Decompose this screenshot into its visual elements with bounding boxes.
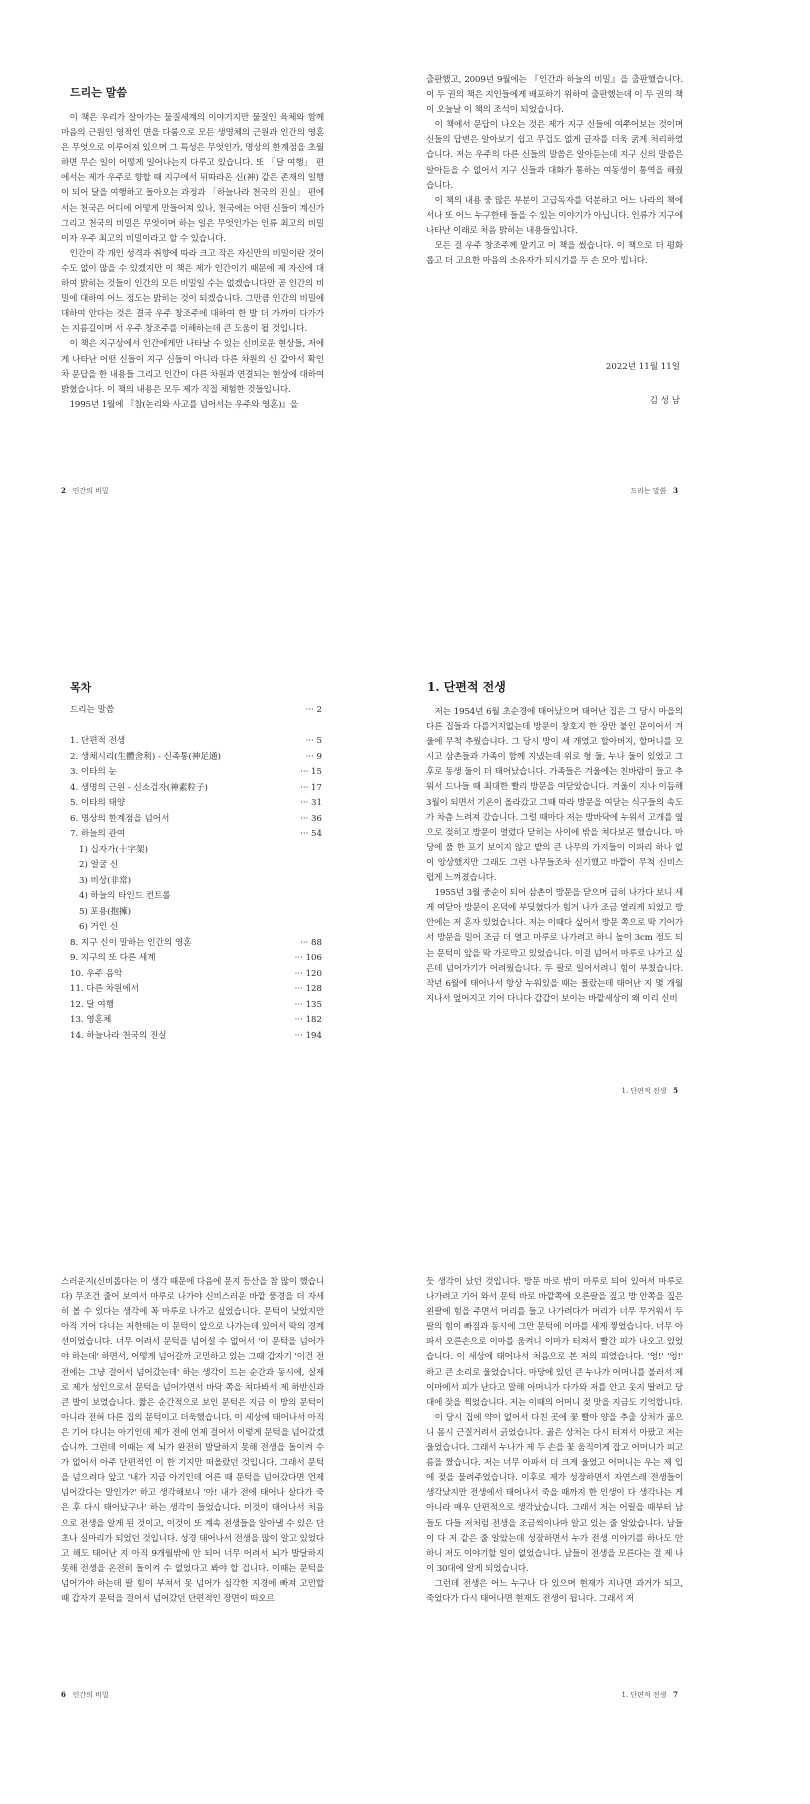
toc-item-page: [316, 920, 322, 936]
toc-item-label: 4) 하늘의 타인드 컨트롤: [79, 891, 171, 901]
toc-item[interactable]: [70, 827, 322, 843]
paragraph: 듯 생각이 났던 것입니다. 방문 바로 밖이 마루로 되어 있어서 마루로 나가려고 기어 와서 문턱 바로 바깥쪽에 오른팔을 짚고 방 안쪽을 짚은 왼팔에 힘을 주면서 머리를 들고 나가려다가 머리가 너무 무거워서 두 팔의 힘이 빠짐과 동시에 그만 문턱에 이마를 세게 찧었습니다. 너무 아파서 오른손으로 이마를 움켜니 이마가 터져서 빨간 피가 나오고 있었습니다. 이 세상에 태어나서 처음으로 본 저의 피였습니다. '엉!' '엉!' 하고 큰 소리로 울었습니다. 마당에 있던 큰 누나가 어머니를 불러서 제 이마에서 피가 난다고 말해 어머니가 다가와 저를 안고 옷지 딸려고 당대에 잦을 찍었습니다. 저는 이때의 어머니 젖 맛을 지금도 기억합니다.: [426, 1277, 683, 1408]
page-7: [405, 1202, 810, 1803]
toc-item-label: 9. 지구의 또 다른 세계: [70, 953, 156, 963]
toc-item[interactable]: [70, 703, 322, 719]
page-6: [0, 1202, 405, 1803]
toc-item-page: ··· 5: [305, 736, 322, 746]
toc-item-label: 8. 지구 신이 말하는 인간의 영혼: [70, 937, 192, 948]
toc-item[interactable]: [70, 1029, 322, 1045]
toc-item[interactable]: [70, 967, 322, 983]
toc-item-label: 10. 우주 음악: [70, 968, 123, 979]
toc-item-page: ··· 106: [294, 953, 322, 963]
toc-item-label: 3) 비상(非常): [79, 875, 132, 886]
toc-item-page: [316, 905, 322, 921]
page-5-body: [426, 705, 683, 1007]
toc-subitem[interactable]: [70, 889, 322, 905]
paragraph: 1955년 3월 중순이 되어 삼촌이 방문을 닫으며 급히 나가다 보니 세게 여닫아 방문이 온덕에 부딪혔다가 힘거 나가 조금 열리게 되었고 방 안에는 저 혼자 있었습니다. 저는 이때다 싶어서 방문 쪽으로 딱 기어가서 방문을 밀어 조금 더 열고 마루로 나가려고 하니 높이 3cm 정도 되는 문턱이 앞을 딱 가로막고 있었습니다. 이걸 넘어서 마루로 나가고 싶은데 넘어가기가 어려웠습니다. 두 팔로 일어서려니 힘이 부쳤습니다. 작년 6월에 태어나서 항상 누워있을 때는 몰랐는데 태어난 지 몇 개월 지나서 엎어지고 기어 다니다 갑갑이 보이는 바깥세상이 왜 이리 신비: [426, 888, 683, 1004]
toc-heading: 목차: [70, 681, 92, 694]
page-7-footer: [621, 1690, 678, 1700]
toc-spacer: [70, 719, 322, 735]
toc-subitem[interactable]: [70, 920, 322, 936]
toc-item[interactable]: [70, 951, 322, 967]
toc-item-page: [316, 858, 322, 874]
page-number: 6: [61, 1690, 66, 1699]
toc-item[interactable]: [70, 1013, 322, 1029]
page-3: [405, 0, 810, 601]
running-title: 1. 단편적 전생: [621, 1087, 667, 1095]
paragraph: 이 책의 내용 중 많은 부분이 고급독자를 덕분하고 어느 나라의 책에서나 또 어느 누구한테 들을 수 있는 이야기가 아닙니다. 인류가 지구에 나타난 이래로 처음 밝히는 내용들입니다.: [426, 195, 683, 236]
running-title: 인간의 비밀: [72, 487, 109, 495]
paragraph: 인간이 각 개인 성격과 취향에 따라 크고 작은 자신만의 비밀이란 것이 수도 없이 많을 수 있겠지만 이 책은 제가 인간이기 때문에 제 자신에 대하여 밝히는 것들이 인간의 모든 비밀일 수는 없겠습니다만 곧 인간의 비밀에 대하여 어느 정도는 밝히는 것이 되겠습니다. 그만큼 인간의 비밀에 대하여 안다는 것은 결국 우주 창조주에 대하여 한 발 더 가까이 다가가는 지름길이며 서 우주 창조주를 이해하는데 큰 도움이 될 것입니다.: [61, 248, 324, 335]
toc-item[interactable]: [70, 750, 322, 766]
paragraph: 이 당시 집에 약이 없어서 다친 곳에 꽃 빨아 양을 추출 상처가 곪으니 몸시 근질거려서 긁었습니다. 곪은 상처는 다시 터져서 아팠고 저는 울었습니다. 그래서 누나가 제 두 손을 꽃 움직이게 잡고 어머니가 피고름을 짰습니다. 저는 너무 아파서 더 크게 울었고 어머니는 우는 제 입에 젖을 물려주었습니다. 이후로 제가 성장하면서 자연스레 전생들이 생각났지만 전생에서 태어나서 죽을 때까지 한 인생이 다 생각나는 게 아니라 매우 단편적으로 생각났습니다. 그래서 저는 어릴을 때부터 남들도 다들 저처럼 전생을 조금씩이나마 알고 있는 줄 알았습니다. 남들이 다 저 같은 줄 알았는데 성장하면서 누가 전생 이야기를 하나도 안 하니 저도 이야기할 일이 없었습니다. 남들이 전생을 모른다는 걸 제 나이 30대에 알게 되었습니다.: [426, 1412, 683, 1574]
toc-item-label: 2. 생체시리(生體舍利) - 신족통(神足通): [70, 751, 221, 762]
page-number: 7: [673, 1690, 678, 1699]
toc-list: [70, 703, 322, 1044]
toc-item-label: 7. 하늘의 관여: [70, 829, 126, 839]
page-6-footer: [61, 1690, 109, 1700]
toc-subitem[interactable]: [70, 858, 322, 874]
toc-item[interactable]: [70, 812, 322, 828]
page-2: [0, 0, 405, 601]
toc-subitem[interactable]: [70, 905, 322, 921]
toc-item-page: ··· 128: [294, 984, 322, 994]
page-5: [405, 601, 810, 1202]
toc-subitem[interactable]: [70, 874, 322, 890]
toc-item-page: ··· 135: [294, 999, 322, 1010]
page-4: [0, 601, 405, 1202]
toc-item[interactable]: [70, 765, 322, 781]
page-6-body: [61, 1275, 324, 1607]
toc-item-label: 12. 달 여행: [70, 999, 115, 1010]
toc-item-page: ··· 88: [300, 937, 322, 948]
toc-item-page: ··· 182: [294, 1015, 322, 1025]
toc-item-label: 5) 포용(抱擁): [79, 906, 132, 917]
toc-item-page: ··· 54: [300, 829, 322, 839]
toc-item-label: 5. 이타의 태양: [70, 798, 126, 808]
page-2-heading: 드리는 말씀: [70, 86, 127, 99]
toc-item-page: ··· 17: [300, 782, 322, 793]
toc-item-page: ··· 36: [300, 813, 322, 824]
toc-item-page: ··· 2: [305, 705, 322, 715]
toc-item[interactable]: [70, 734, 322, 750]
paragraph: 저는 1954년 6월 초순경에 태어났으며 태어난 집은 그 당시 마을의 다른 집들과 다를거지없는데 방문이 창호지 한 장만 붙인 문이어서 겨울에 무척 추웠습니다. 그 당시 방이 세 개였고 할아버지, 할머니를 모시고 삼촌들과 가족이 함께 지냈는데 위로 형 둘, 누나 둘이 있었고 그 후로 동생 둘이 더 태어났습니다. 가족들은 겨울에는 친바람이 들고 추워서 드나들 때 최대한 빨리 방문을 여닫았습니다. 겨울이 지나 이듬해 3월이 되면서 기온이 올라갔고 그때 따라 방문을 여닫는 식구들의 속도가 차츰 느려져 갔습니다. 그럴 때마다 저는 방바닥에 누워서 고개를 옆으로 젖히고 방문이 열렸다 닫히는 사이에 밖을 쳐다보곤 했습니다. 마당에 풀 한 포기 보이지 않고 밭의 큰 나무의 가지들이 이파리 하나 없이 앙상했지만 그래도 그런 나무들조차 신기했고 바깥이 무척 신비스럽게 느껴졌습니다.: [426, 707, 683, 884]
toc-item-page: ··· 31: [300, 798, 322, 808]
author: 김 성 남: [649, 396, 680, 406]
page-5-footer: [621, 1086, 678, 1096]
toc-item-label: 14. 하늘나라 천국의 진실: [70, 1030, 167, 1041]
chapter-title: 1. 단편적 전생: [427, 680, 506, 694]
toc-item-page: ··· 194: [294, 1030, 322, 1041]
toc-item-label: 1. 단편적 전생: [70, 736, 126, 746]
toc-item-label: 4. 생명의 근원 - 신소검자(神素粒子): [70, 782, 208, 793]
page-number: 2: [61, 486, 66, 495]
paragraph: 이 책은 지구상에서 인간에게만 나타날 수 있는 신비로운 현상들, 저에게 나타난 어떤 신들이 지구 신들이 아니라 다른 차원의 신 같아서 확인 차 문답을 한 내용들 그리고 인간이 다른 차원과 연결되는 현상에 대하여 밝혔습니다. 이 책의 내용은 모두 제가 직접 체험한 것들입니다.: [61, 339, 324, 395]
toc-item[interactable]: [70, 982, 322, 998]
running-title: 인간의 비밀: [72, 1691, 109, 1699]
page-2-body: [61, 111, 324, 413]
running-title: 1. 단편적 전생: [621, 1691, 667, 1699]
toc-item-label: 13. 영혼체: [70, 1015, 112, 1025]
toc-item-page: [316, 874, 322, 890]
toc-item-label: 드리는 말씀: [70, 705, 115, 715]
paragraph: 모든 걸 우주 창조주께 맡기고 이 책을 썼습니다. 이 책으로 더 평화롭고 더 고요한 마음의 소유자가 되시기를 두 손 모아 빕니다.: [426, 241, 683, 267]
toc-item-page: ··· 9: [305, 751, 322, 762]
paragraph: 출판했고, 2009년 9월에는 『인간과 하늘의 비밀』을 출판했습니다. 이 두 권의 책은 지인들에게 배포하기 위하여 출판했는데 이 두 권의 책이 오늘날 이 책의 조석이 되었습니다.: [426, 75, 683, 116]
toc-item-label: 2) 얼굴 신: [79, 860, 119, 870]
paragraph: 이 책은 우리가 살아가는 물질세계의 이야기지만 물질인 육체와 함께 마음의 근원인 영적인 면을 다룸으로 모든 생명체의 근원과 인간의 영혼은 무엇으로 이루어져 있으며 그 특성은 무엇인가, 명상의 한계점을 초월하면 무슨 일이 어떻게 일어나는지 다루고 있습니다. 또 「달 여행」 편에서는 제가 우주로 향할 때 지구에서 뒤따라온 신(神) 같은 존재의 일행이 되어 달을 여행하고 돌아오는 과정과 「하늘나라 천국의 진실」 편에서는 천국은 어디에 어떻게 만들어져 있나, 천국에는 어떤 신들이 계신가 그리고 천국의 비밀은 무엇이며 하는 일은 무엇인가는 인류 최고의 비밀이자 우주 최고의 비밀이라고 할 수 있습니다.: [61, 113, 324, 244]
paragraph: 이 책에서 문답이 나오는 것은 제가 지구 신들에 여쭈어보는 것이며 신들의 답변은 알아보기 쉽고 무겁도 없게 글자를 더욱 굵게 처리하였습니다. 저는 우주의 다른 신들의 말씀은 알아듣는데 지구 신의 말씀은 알아듣을 수 없어서 지구 신들과 대화가 통하는 여동생이 통역을 해줬습니다.: [426, 120, 683, 191]
toc-item[interactable]: [70, 936, 322, 952]
running-title: 드리는 말씀: [630, 487, 667, 495]
page-2-footer: [61, 486, 109, 496]
page-number: 3: [673, 486, 678, 495]
toc-item-label: 6. 명상의 한계점을 넘어서: [70, 813, 170, 824]
paragraph: 1995년 1월에 『참(논리와 사고를 넘어서는 우주와 영혼)』을: [69, 399, 298, 410]
toc-item[interactable]: [70, 796, 322, 812]
date: 2022년 11월 11일: [605, 362, 680, 372]
toc-subitem[interactable]: [70, 843, 322, 859]
toc-item-label: 3. 이타의 눈: [70, 767, 117, 777]
toc-item-page: ··· 120: [294, 968, 322, 979]
toc-item[interactable]: [70, 998, 322, 1014]
page-7-body: [426, 1275, 683, 1607]
toc-item-page: ··· 15: [300, 767, 322, 777]
page-3-footer: [630, 486, 678, 496]
page-3-body: [426, 73, 683, 269]
toc-item[interactable]: [70, 781, 322, 797]
toc-item-label: 6) 거인 신: [79, 922, 119, 932]
toc-item-label: 11. 다른 차원에서: [70, 984, 139, 994]
page-number: 5: [673, 1086, 678, 1095]
toc-item-page: [316, 889, 322, 905]
paragraph: 그런데 전생은 어느 누구나 다 있으며 현재가 지나면 과거가 되고, 죽었다가 다시 태어나면 현재도 전생이 됩니다. 그래서 저: [426, 1578, 683, 1604]
paragraph: 스러운지(신비롭다는 이 생각 때문에 다음에 문지 등산을 참 많이 했습니다) 무조건 줄어 보여서 마루로 나가야 신비스러운 바깥 풍경을 더 자세히 볼 수 있다는 생각에 꼭 마루로 나가고 싶었습니다. 문턱이 낮았지만 아직 기어 다니는 저한테는 이 문턱이 앞으로 나가는데 있어서 딱의 경계선이었습니다. 너무 어려서 문턱을 넘어설 수 없어서 '이 문턱을 넘어가야 하는데' 하면서, 어떻게 넘어갈까 고민하고 있는 그때 갑자기 '이건 전 전에는 그냥 걸어서 넘어갔는데' 하는 생각이 드는 순간과 동시에, 실제로 제가 성인으로서 문턱을 넘어가면서 바닥 쪽을 쳐다봐서 제 하반신과 큰 발이 보였습니다. 짧은 순간적으로 보인 문턱은 지금 이 방의 문턱이 아니라 전혀 다른 집의 문턱이고 더욱했습니다. 이 세상에 태어나서 아직은 기어 다니는 아기인데 제가 전에 언제 걸어서 이렇게 문턱을 넘어갔겠습니까. 그런데 이때는 제 뇌가 완전히 발달하지 못해 전생을 돌이켜 수가 없어서 아주 단편적인 이 한 기지만 떠올랐던 것입니다. 그래서 문턱을 넘으려다 앞고 '내가 지금 아기인데 어른 때 문턱을 넘어갔다면 언제 넘어갔다는 말인가?' 하고 생각해보니 '아! 내가 전에 태어나 살다가 죽은 후 다시 태어났구나' 하는 생각이 들었습니다. 이것이 태어나서 처음으로 전생을 알게 된 것이고, 이것이 또 계속 전생들을 알아낼 수 있은 단초나 실마리가 되었던 것입니다. 성경 태어나서 전생을 많이 알고 있었다고 해도 태어난 지 아직 9개월밖에 안 되어 너무 어려서 뇌가 발달하지 못해 전생을 온전히 돌이켜 수 없었다고 봐야 할 겁니다. 이때는 문턱을 넘어가야 하는데 팔 힘이 부쳐서 못 넘어가 심각한 지경에 빠져 고민할 때 갑자기 문턱을 걸어서 넘어갔던 단편적인 장면이 떠오르: [61, 1277, 324, 1604]
toc-item-page: [316, 843, 322, 859]
toc-item-label: 1) 십자가(十字架): [79, 844, 148, 855]
